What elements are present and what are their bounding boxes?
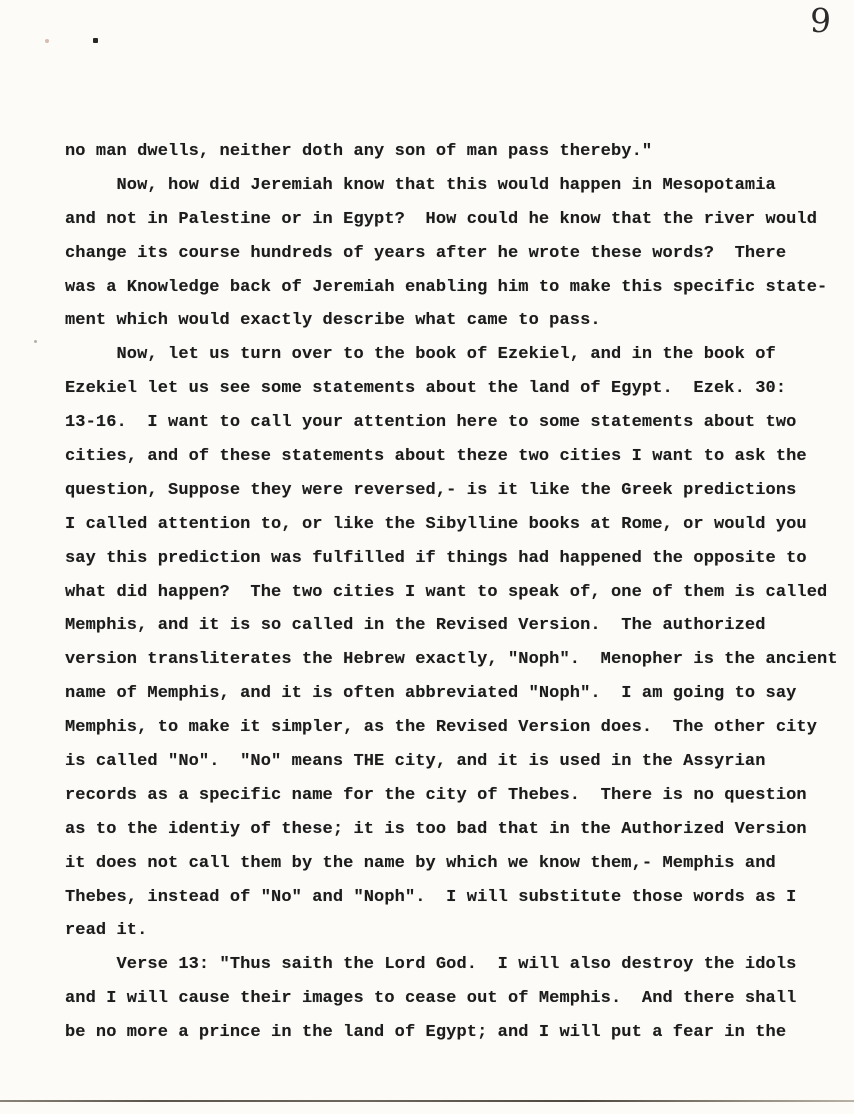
text-line: name of Memphis, and it is often abbreviated "Noph". I am going to say bbox=[65, 684, 797, 704]
ink-speck-dark bbox=[93, 38, 98, 43]
text-line: Now, how did Jeremiah know that this would happen in Mesopotamia bbox=[65, 175, 776, 195]
text-line: cities, and of these statements about theze two cities I want to ask the bbox=[65, 447, 807, 467]
text-line: as to the identiy of these; it is too bad that in the Authorized Version bbox=[65, 819, 807, 839]
text-line: I called attention to, or like the Sibylline books at Rome, or would you bbox=[65, 514, 807, 534]
text-line: question, Suppose they were reversed,- is it like the Greek predictions bbox=[65, 480, 797, 500]
text-line: Thebes, instead of "No" and "Noph". I will substitute those words as I bbox=[65, 887, 797, 907]
ink-speck-faint bbox=[45, 39, 49, 43]
text-line: say this prediction was fulfilled if things had happened the opposite to bbox=[65, 548, 807, 568]
typewritten-text-block bbox=[65, 135, 845, 1050]
text-line: and not in Palestine or in Egypt? How could he know that the river would bbox=[65, 209, 818, 229]
text-line: be no more a prince in the land of Egypt; and I will put a fear in the bbox=[65, 1023, 787, 1043]
text-line: ment which would exactly describe what came to pass. bbox=[65, 311, 601, 331]
text-line: Memphis, to make it simpler, as the Revised Version does. The other city bbox=[65, 718, 818, 738]
text-line: Ezekiel let us see some statements about the land of Egypt. Ezek. 30: bbox=[65, 379, 787, 399]
text-line: 13-16. I want to call your attention here to some statements about two bbox=[65, 413, 797, 433]
text-line: Memphis, and it is so called in the Revised Version. The authorized bbox=[65, 616, 766, 636]
text-line: is called "No". "No" means THE city, and it is used in the Assyrian bbox=[65, 752, 766, 772]
ink-speck-margin bbox=[34, 340, 37, 343]
text-line: was a Knowledge back of Jeremiah enabling him to make this specific state- bbox=[65, 277, 828, 297]
text-line: and I will cause their images to cease out of Memphis. And there shall bbox=[65, 989, 797, 1009]
scan-edge-line bbox=[0, 1100, 854, 1102]
text-line: it does not call them by the name by which we know them,- Memphis and bbox=[65, 853, 776, 873]
text-line: records as a specific name for the city of Thebes. There is no question bbox=[65, 785, 807, 805]
text-line: Now, let us turn over to the book of Ezekiel, and in the book of bbox=[65, 345, 776, 365]
handwritten-page-number: 9 bbox=[809, 0, 832, 41]
text-line: no man dwells, neither doth any son of man pass thereby." bbox=[65, 142, 653, 161]
text-line: version transliterates the Hebrew exactly, "Noph". Menopher is the ancient bbox=[65, 650, 838, 670]
text-line: read it. bbox=[65, 921, 148, 941]
text-line: change its course hundreds of years after he wrote these words? There bbox=[65, 243, 787, 263]
text-line: Verse 13: "Thus saith the Lord God. I will also destroy the idols bbox=[65, 955, 797, 975]
text-line: what did happen? The two cities I want to speak of, one of them is called bbox=[65, 582, 828, 602]
